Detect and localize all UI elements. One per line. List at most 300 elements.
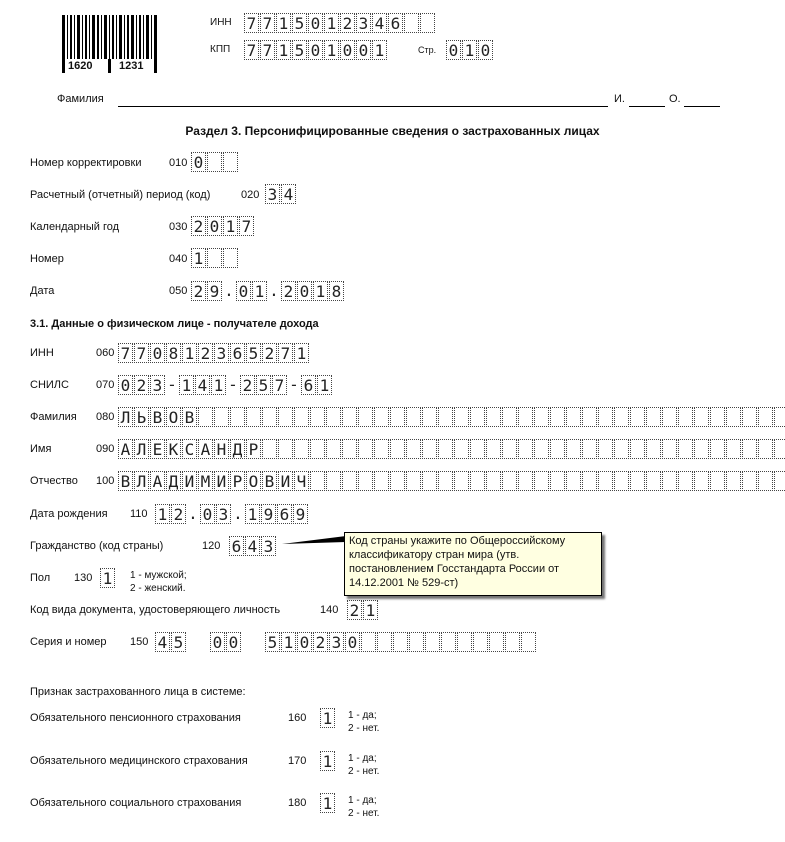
empty-cell (489, 632, 504, 652)
char-cell: 2 (340, 13, 355, 33)
empty-cell (310, 439, 325, 459)
empty-cell (409, 632, 424, 652)
empty-cell (390, 439, 405, 459)
char-cell: В (118, 471, 133, 491)
empty-cell (422, 471, 437, 491)
social-insurance-label: Обязательного социального страхования (30, 797, 242, 809)
empty-cell (207, 248, 222, 268)
number-cells[interactable] (191, 248, 239, 268)
char-cell: 0 (345, 632, 360, 652)
empty-cell (566, 471, 581, 491)
empty-cell (726, 471, 741, 491)
period-label: Расчетный (отчетный) период (код) (30, 189, 211, 201)
char-cell: 1 (313, 281, 328, 301)
char-cell: 2 (313, 632, 328, 652)
empty-cell (646, 439, 661, 459)
char-cell: 0 (297, 281, 312, 301)
empty-cell (502, 407, 517, 427)
separator: . (233, 504, 243, 523)
empty-cell (278, 439, 293, 459)
char-cell: 1 (182, 343, 197, 363)
doc-type-cells[interactable] (347, 600, 379, 620)
char-cell: 5 (292, 13, 307, 33)
tooltip-pointer (280, 530, 350, 555)
empty-cell (246, 407, 261, 427)
yes-note: 1 - да; (348, 710, 377, 721)
pension-insurance-note (348, 709, 379, 735)
empty-cell (614, 407, 629, 427)
char-cell: 0 (308, 40, 323, 60)
inn-cells[interactable] (244, 13, 436, 33)
char-cell: 1 (324, 13, 339, 33)
barcode-number-1: 1620 (68, 60, 93, 72)
person-inn-label: ИНН (30, 347, 54, 359)
char-cell: 1 (179, 375, 194, 395)
empty-cell (566, 407, 581, 427)
empty-cell (521, 632, 536, 652)
char-cell: 0 (226, 632, 241, 652)
empty-cell (361, 632, 376, 652)
kpp-label: КПП (210, 44, 231, 55)
yes-note: 1 - да; (348, 795, 377, 806)
char-cell: С (182, 439, 197, 459)
empty-cell (774, 471, 785, 491)
separator: . (269, 281, 279, 300)
char-cell: 2 (134, 375, 149, 395)
country-code-tooltip: Код страны укажите по Общероссийскому классификатору стран мира (утв. постановлением Госстандарта России от 14.12.2001 № 529-ст) (344, 532, 602, 596)
char-cell: 7 (272, 375, 287, 395)
char-cell: И (278, 471, 293, 491)
empty-cell (742, 471, 757, 491)
medical-insurance-label: Обязательного медицинского страхования (30, 755, 248, 767)
char-cell: 0 (356, 40, 371, 60)
separator: . (224, 281, 234, 300)
medical-insurance-code: 170 (288, 755, 307, 767)
empty-cell (420, 13, 435, 33)
char-cell: Д (230, 439, 245, 459)
empty-cell (694, 407, 709, 427)
empty-cell (441, 632, 456, 652)
empty-cell (310, 471, 325, 491)
empty-cell (710, 471, 725, 491)
char-cell: 0 (446, 40, 461, 60)
empty-cell (678, 471, 693, 491)
surname-label: Фамилия (30, 411, 77, 423)
empty-cell (726, 407, 741, 427)
empty-cell (646, 407, 661, 427)
name-label: Имя (30, 443, 52, 455)
empty-cell (358, 407, 373, 427)
pension-insurance-label: Обязательного пенсионного страхования (30, 712, 241, 724)
char-cell: 9 (207, 281, 222, 301)
empty-cell (262, 407, 277, 427)
empty-cell (454, 439, 469, 459)
char-cell: 7 (278, 343, 293, 363)
char-cell: О (166, 407, 181, 427)
char-cell: 0 (340, 40, 355, 60)
separator: . (188, 504, 198, 523)
char-cell: 1 (252, 281, 267, 301)
char-cell: 0 (210, 632, 225, 652)
page-label: Стр. (418, 45, 437, 55)
empty-cell (486, 407, 501, 427)
medical-insurance-cells[interactable] (320, 751, 336, 771)
char-cell: 7 (118, 343, 133, 363)
empty-cell (534, 407, 549, 427)
empty-cell (678, 407, 693, 427)
char-cell: 1 (276, 13, 291, 33)
date-cells[interactable] (191, 281, 345, 301)
empty-cell (582, 439, 597, 459)
char-cell: 8 (166, 343, 181, 363)
sex-note-2: 2 - женский. (130, 583, 186, 594)
empty-cell (425, 632, 440, 652)
empty-cell (358, 439, 373, 459)
period-cells[interactable] (265, 184, 297, 204)
char-cell: 3 (261, 536, 276, 556)
char-cell: 1 (462, 40, 477, 60)
empty-cell (758, 471, 773, 491)
pension-insurance-code: 160 (288, 712, 307, 724)
social-insurance-cells[interactable] (320, 793, 336, 813)
series-1-cells[interactable] (155, 632, 187, 652)
empty-cell (518, 471, 533, 491)
empty-cell (473, 632, 488, 652)
char-cell: 4 (195, 375, 210, 395)
empty-cell (198, 407, 213, 427)
empty-cell (294, 439, 309, 459)
char-cell: О (246, 471, 261, 491)
char-cell: В (182, 407, 197, 427)
char-cell: Д (166, 471, 181, 491)
name-cells[interactable] (118, 439, 785, 459)
char-cell: 0 (478, 40, 493, 60)
char-cell: 6 (301, 375, 316, 395)
empty-cell (550, 439, 565, 459)
char-cell: 2 (281, 281, 296, 301)
empty-cell (393, 632, 408, 652)
doc-number-cells[interactable] (265, 632, 537, 652)
separator: - (289, 375, 299, 394)
separator: - (167, 375, 177, 394)
correction-cells[interactable] (191, 152, 239, 172)
char-cell: 1 (276, 40, 291, 60)
char-cell: 1 (317, 375, 332, 395)
char-cell: 6 (277, 504, 292, 524)
patronymic-code: 100 (96, 475, 115, 487)
separator: - (228, 375, 238, 394)
char-cell: 6 (229, 536, 244, 556)
empty-cell (758, 407, 773, 427)
empty-cell (502, 439, 517, 459)
char-cell: 0 (207, 216, 222, 236)
char-cell: И (214, 471, 229, 491)
char-cell: 3 (329, 632, 344, 652)
char-cell: 2 (191, 216, 206, 236)
char-cell: 1 (320, 793, 335, 813)
empty-cell (438, 471, 453, 491)
char-cell: 7 (244, 40, 259, 60)
char-cell: 4 (281, 184, 296, 204)
char-cell: 3 (214, 343, 229, 363)
char-cell: Ч (294, 471, 309, 491)
number-label: Номер (30, 253, 64, 265)
surname-header-label: Фамилия (57, 93, 104, 105)
empty-cell (486, 471, 501, 491)
empty-cell (470, 471, 485, 491)
person-inn-cells[interactable] (118, 343, 310, 363)
char-cell: 3 (150, 375, 165, 395)
sex-cells[interactable] (100, 568, 116, 588)
initial-o-line[interactable] (684, 106, 720, 107)
char-cell: 1 (324, 40, 339, 60)
empty-cell (550, 407, 565, 427)
char-cell: 5 (246, 343, 261, 363)
empty-cell (223, 152, 238, 172)
char-cell: 2 (198, 343, 213, 363)
birth-date-code: 110 (130, 508, 148, 520)
empty-cell (422, 407, 437, 427)
date-label: Дата (30, 285, 55, 297)
char-cell: 2 (240, 375, 255, 395)
empty-cell (390, 407, 405, 427)
empty-cell (342, 439, 357, 459)
period-code: 020 (241, 189, 260, 201)
citizenship-cells[interactable] (229, 536, 277, 556)
char-cell: В (150, 407, 165, 427)
surname-header-line[interactable] (118, 106, 608, 107)
char-cell: Е (150, 439, 165, 459)
empty-cell (390, 471, 405, 491)
pension-insurance-cells[interactable] (320, 708, 336, 728)
no-note: 2 - нет. (348, 766, 380, 777)
empty-cell (406, 471, 421, 491)
char-cell: 1 (211, 375, 226, 395)
char-cell: 5 (292, 40, 307, 60)
initial-i-label: И. (614, 93, 625, 105)
empty-cell (582, 471, 597, 491)
empty-cell (598, 471, 613, 491)
char-cell: 7 (239, 216, 254, 236)
char-cell: А (198, 439, 213, 459)
char-cell: 4 (372, 13, 387, 33)
char-cell: 1 (245, 504, 260, 524)
char-cell: 3 (265, 184, 280, 204)
empty-cell (774, 407, 785, 427)
empty-cell (582, 407, 597, 427)
char-cell: 5 (265, 632, 280, 652)
doc-type-label: Код вида документа, удостоверяющего личность (30, 604, 281, 616)
empty-cell (550, 471, 565, 491)
sex-code: 130 (74, 572, 93, 584)
sex-note-1: 1 - мужской; (130, 570, 187, 581)
char-cell: 5 (171, 632, 186, 652)
char-cell: 2 (191, 281, 206, 301)
year-label: Календарный год (30, 221, 120, 233)
citizenship-label: Гражданство (код страны) (30, 540, 164, 552)
char-cell: 9 (261, 504, 276, 524)
patronymic-label: Отчество (30, 475, 78, 487)
char-cell: 3 (356, 13, 371, 33)
char-cell: 4 (245, 536, 260, 556)
empty-cell (710, 407, 725, 427)
year-code: 030 (169, 221, 188, 233)
barcode-number-2: 1231 (119, 60, 144, 72)
snils-cells[interactable] (118, 375, 333, 395)
social-insurance-code: 180 (288, 797, 307, 809)
char-cell: 6 (388, 13, 403, 33)
empty-cell (278, 407, 293, 427)
char-cell: 0 (150, 343, 165, 363)
empty-cell (457, 632, 472, 652)
char-cell: М (198, 471, 213, 491)
birth-date-label: Дата рождения (30, 508, 108, 520)
char-cell: И (182, 471, 197, 491)
char-cell: 0 (118, 375, 133, 395)
date-code: 050 (169, 285, 188, 297)
section-title: Раздел 3. Персонифицированные сведения о застрахованных лицах (185, 124, 600, 138)
char-cell: 0 (191, 152, 206, 172)
char-cell: К (166, 439, 181, 459)
empty-cell (470, 407, 485, 427)
char-cell: Р (246, 439, 261, 459)
char-cell: Л (134, 439, 149, 459)
char-cell: 4 (155, 632, 170, 652)
kpp-cells[interactable] (244, 40, 388, 60)
empty-cell (502, 471, 517, 491)
char-cell: 0 (297, 632, 312, 652)
char-cell: В (262, 471, 277, 491)
empty-cell (326, 471, 341, 491)
char-cell: 7 (260, 13, 275, 33)
empty-cell (630, 471, 645, 491)
empty-cell (326, 439, 341, 459)
initial-i-line[interactable] (629, 106, 665, 107)
correction-label: Номер корректировки (30, 157, 142, 169)
empty-cell (694, 439, 709, 459)
char-cell: 1 (155, 504, 170, 524)
empty-cell (505, 632, 520, 652)
empty-cell (646, 471, 661, 491)
char-cell: 1 (363, 600, 378, 620)
year-cells[interactable] (191, 216, 255, 236)
char-cell: А (118, 439, 133, 459)
empty-cell (518, 407, 533, 427)
empty-cell (406, 407, 421, 427)
empty-cell (438, 407, 453, 427)
empty-cell (404, 13, 419, 33)
char-cell: 2 (171, 504, 186, 524)
char-cell: 9 (293, 504, 308, 524)
series-number-label: Серия и номер (30, 636, 107, 648)
person-inn-code: 060 (96, 347, 115, 359)
name-code: 090 (96, 443, 115, 455)
empty-cell (358, 471, 373, 491)
char-cell: 1 (100, 568, 115, 588)
empty-cell (342, 471, 357, 491)
series-2-cells[interactable] (210, 632, 242, 652)
doc-type-code: 140 (320, 604, 339, 616)
empty-cell (630, 439, 645, 459)
no-note: 2 - нет. (348, 723, 380, 734)
empty-cell (598, 407, 613, 427)
empty-cell (223, 248, 238, 268)
empty-cell (342, 407, 357, 427)
char-cell: 1 (372, 40, 387, 60)
empty-cell (230, 407, 245, 427)
empty-cell (374, 471, 389, 491)
char-cell: 5 (256, 375, 271, 395)
char-cell: 7 (244, 13, 259, 33)
empty-cell (534, 471, 549, 491)
empty-cell (774, 439, 785, 459)
snils-label: СНИЛС (30, 379, 69, 391)
patronymic-cells[interactable] (118, 471, 785, 491)
char-cell: Ь (134, 407, 149, 427)
char-cell: 1 (320, 751, 335, 771)
empty-cell (406, 439, 421, 459)
empty-cell (374, 407, 389, 427)
empty-cell (598, 439, 613, 459)
char-cell: 0 (308, 13, 323, 33)
sex-note (130, 569, 187, 595)
surname-cells[interactable] (118, 407, 785, 427)
birth-date-cells[interactable] (155, 504, 309, 524)
empty-cell (207, 152, 222, 172)
social-insurance-note (348, 794, 379, 820)
citizenship-code: 120 (202, 540, 221, 552)
empty-cell (758, 439, 773, 459)
char-cell: 1 (223, 216, 238, 236)
empty-cell (662, 439, 677, 459)
medical-insurance-note (348, 752, 379, 778)
yes-note: 1 - да; (348, 753, 377, 764)
no-note: 2 - нет. (348, 808, 380, 819)
empty-cell (470, 439, 485, 459)
empty-cell (662, 471, 677, 491)
empty-cell (630, 407, 645, 427)
empty-cell (742, 407, 757, 427)
number-code: 040 (169, 253, 188, 265)
snils-code: 070 (96, 379, 115, 391)
empty-cell (742, 439, 757, 459)
subsection-title: 3.1. Данные о физическом лице - получателе дохода (30, 318, 319, 330)
insurance-title: Признак застрахованного лица в системе: (30, 686, 246, 698)
empty-cell (294, 407, 309, 427)
char-cell: 0 (200, 504, 215, 524)
char-cell: 8 (329, 281, 344, 301)
char-cell: 1 (281, 632, 296, 652)
empty-cell (726, 439, 741, 459)
initial-o-label: О. (669, 93, 681, 105)
series-number-code: 150 (130, 636, 149, 648)
char-cell: 1 (191, 248, 206, 268)
inn-label: ИНН (210, 17, 232, 28)
empty-cell (614, 471, 629, 491)
correction-code: 010 (169, 157, 188, 169)
empty-cell (614, 439, 629, 459)
empty-cell (454, 407, 469, 427)
empty-cell (662, 407, 677, 427)
char-cell: Н (214, 439, 229, 459)
empty-cell (377, 632, 392, 652)
char-cell: 2 (347, 600, 362, 620)
page-cells[interactable] (446, 40, 494, 60)
empty-cell (534, 439, 549, 459)
empty-cell (374, 439, 389, 459)
empty-cell (454, 471, 469, 491)
empty-cell (518, 439, 533, 459)
